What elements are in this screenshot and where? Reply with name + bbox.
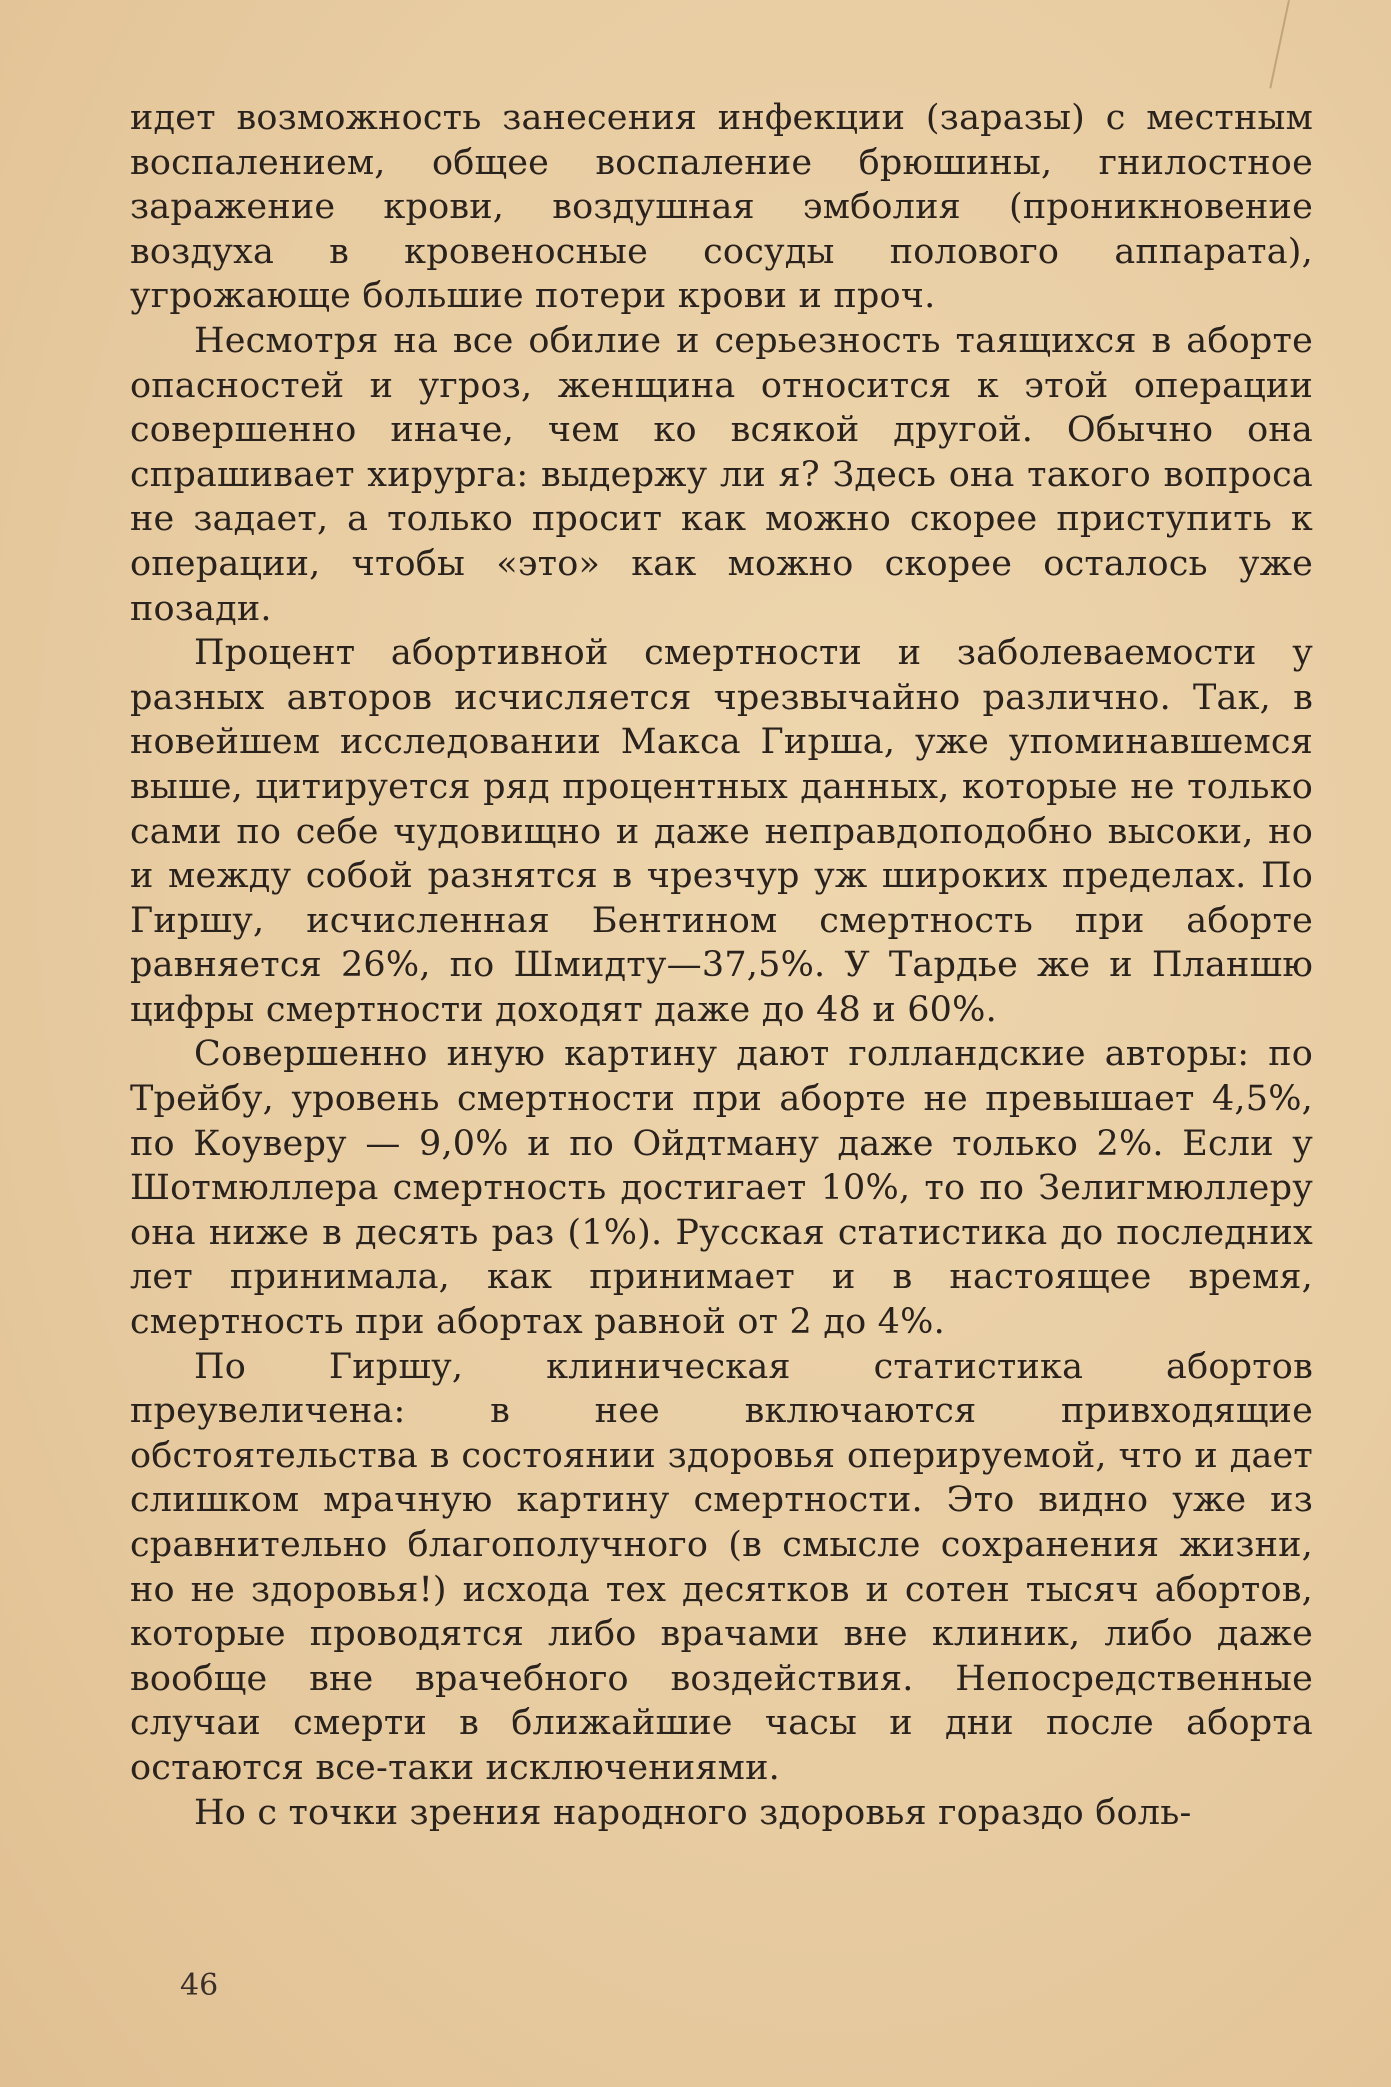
paragraph-1: идет возможность занесения инфекции (заразы) с местным воспалением, общее воспаление брюшины, гнилостное заражение крови, воздушная эмболия (проникновение воздуха в кровеносные сосуды полового аппарата), угрожающе большие потери крови и проч. bbox=[130, 98, 1313, 317]
page-number: 46 bbox=[180, 1968, 219, 2003]
body-text bbox=[130, 96, 1313, 1835]
paragraph-2: Несмотря на все обилие и серьезность таящихся в аборте опасностей и угроз, женщина относится к этой операции совершенно иначе, чем ко всякой другой. Обычно она спрашивает хирурга: выдержу ли я? Здесь она такого вопроса не задает, а только просит как можно скорее приступить к операции, чтобы «это» как можно скорее осталось уже позади. bbox=[130, 320, 1313, 629]
paragraph-6: Но с точки зрения народного здоровья гораздо боль- bbox=[194, 1792, 1192, 1833]
paragraph-5: По Гиршу, клиническая статистика абортов преувеличена: в нее включаются привходящие обстоятельства в состоянии здоровья оперируемой, что и дает слишком мрачную картину смертности. Это видно уже из сравнительно благополучного (в смысле сохранения жизни, но не здоровья!) исхода тех десятков и сотен тысяч абортов, которые проводятся либо врачами вне клиник, либо даже вообще вне врачебного воздействия. Непосредственные случаи смерти в ближайшие часы и дни после аборта остаются все-таки исключениями. bbox=[130, 1346, 1313, 1788]
page-edge-mark bbox=[1269, 0, 1290, 88]
paragraph-3: Процент абортивной смертности и заболеваемости у разных авторов исчисляется чрезвычайно различно. Так, в новейшем исследовании Макса Гирша, уже упоминавшемся выше, цитируется ряд процентных данных, которые не только сами по себе чудовищно и даже неправдоподобно высоки, но и между собой разнятся в чрезчур уж широких пределах. По Гиршу, исчисленная Бентином смертность при аборте равняется 26%, по Шмидту—37,5%. У Тардье же и Планшю цифры смертности доходят даже до 48 и 60%. bbox=[130, 633, 1313, 1030]
paragraph-4: Совершенно иную картину дают голландские авторы: по Трейбу, уровень смертности при аборте не превышает 4,5%, по Коуверу — 9,0% и по Ойдтману даже только 2%. Если у Шотмюллера смертность достигает 10%, то по Зелигмюллеру она ниже в десять раз (1%). Русская статистика до последних лет принимала, как принимает и в настоящее время, смертность при абортах равной от 2 до 4%. bbox=[130, 1034, 1313, 1343]
